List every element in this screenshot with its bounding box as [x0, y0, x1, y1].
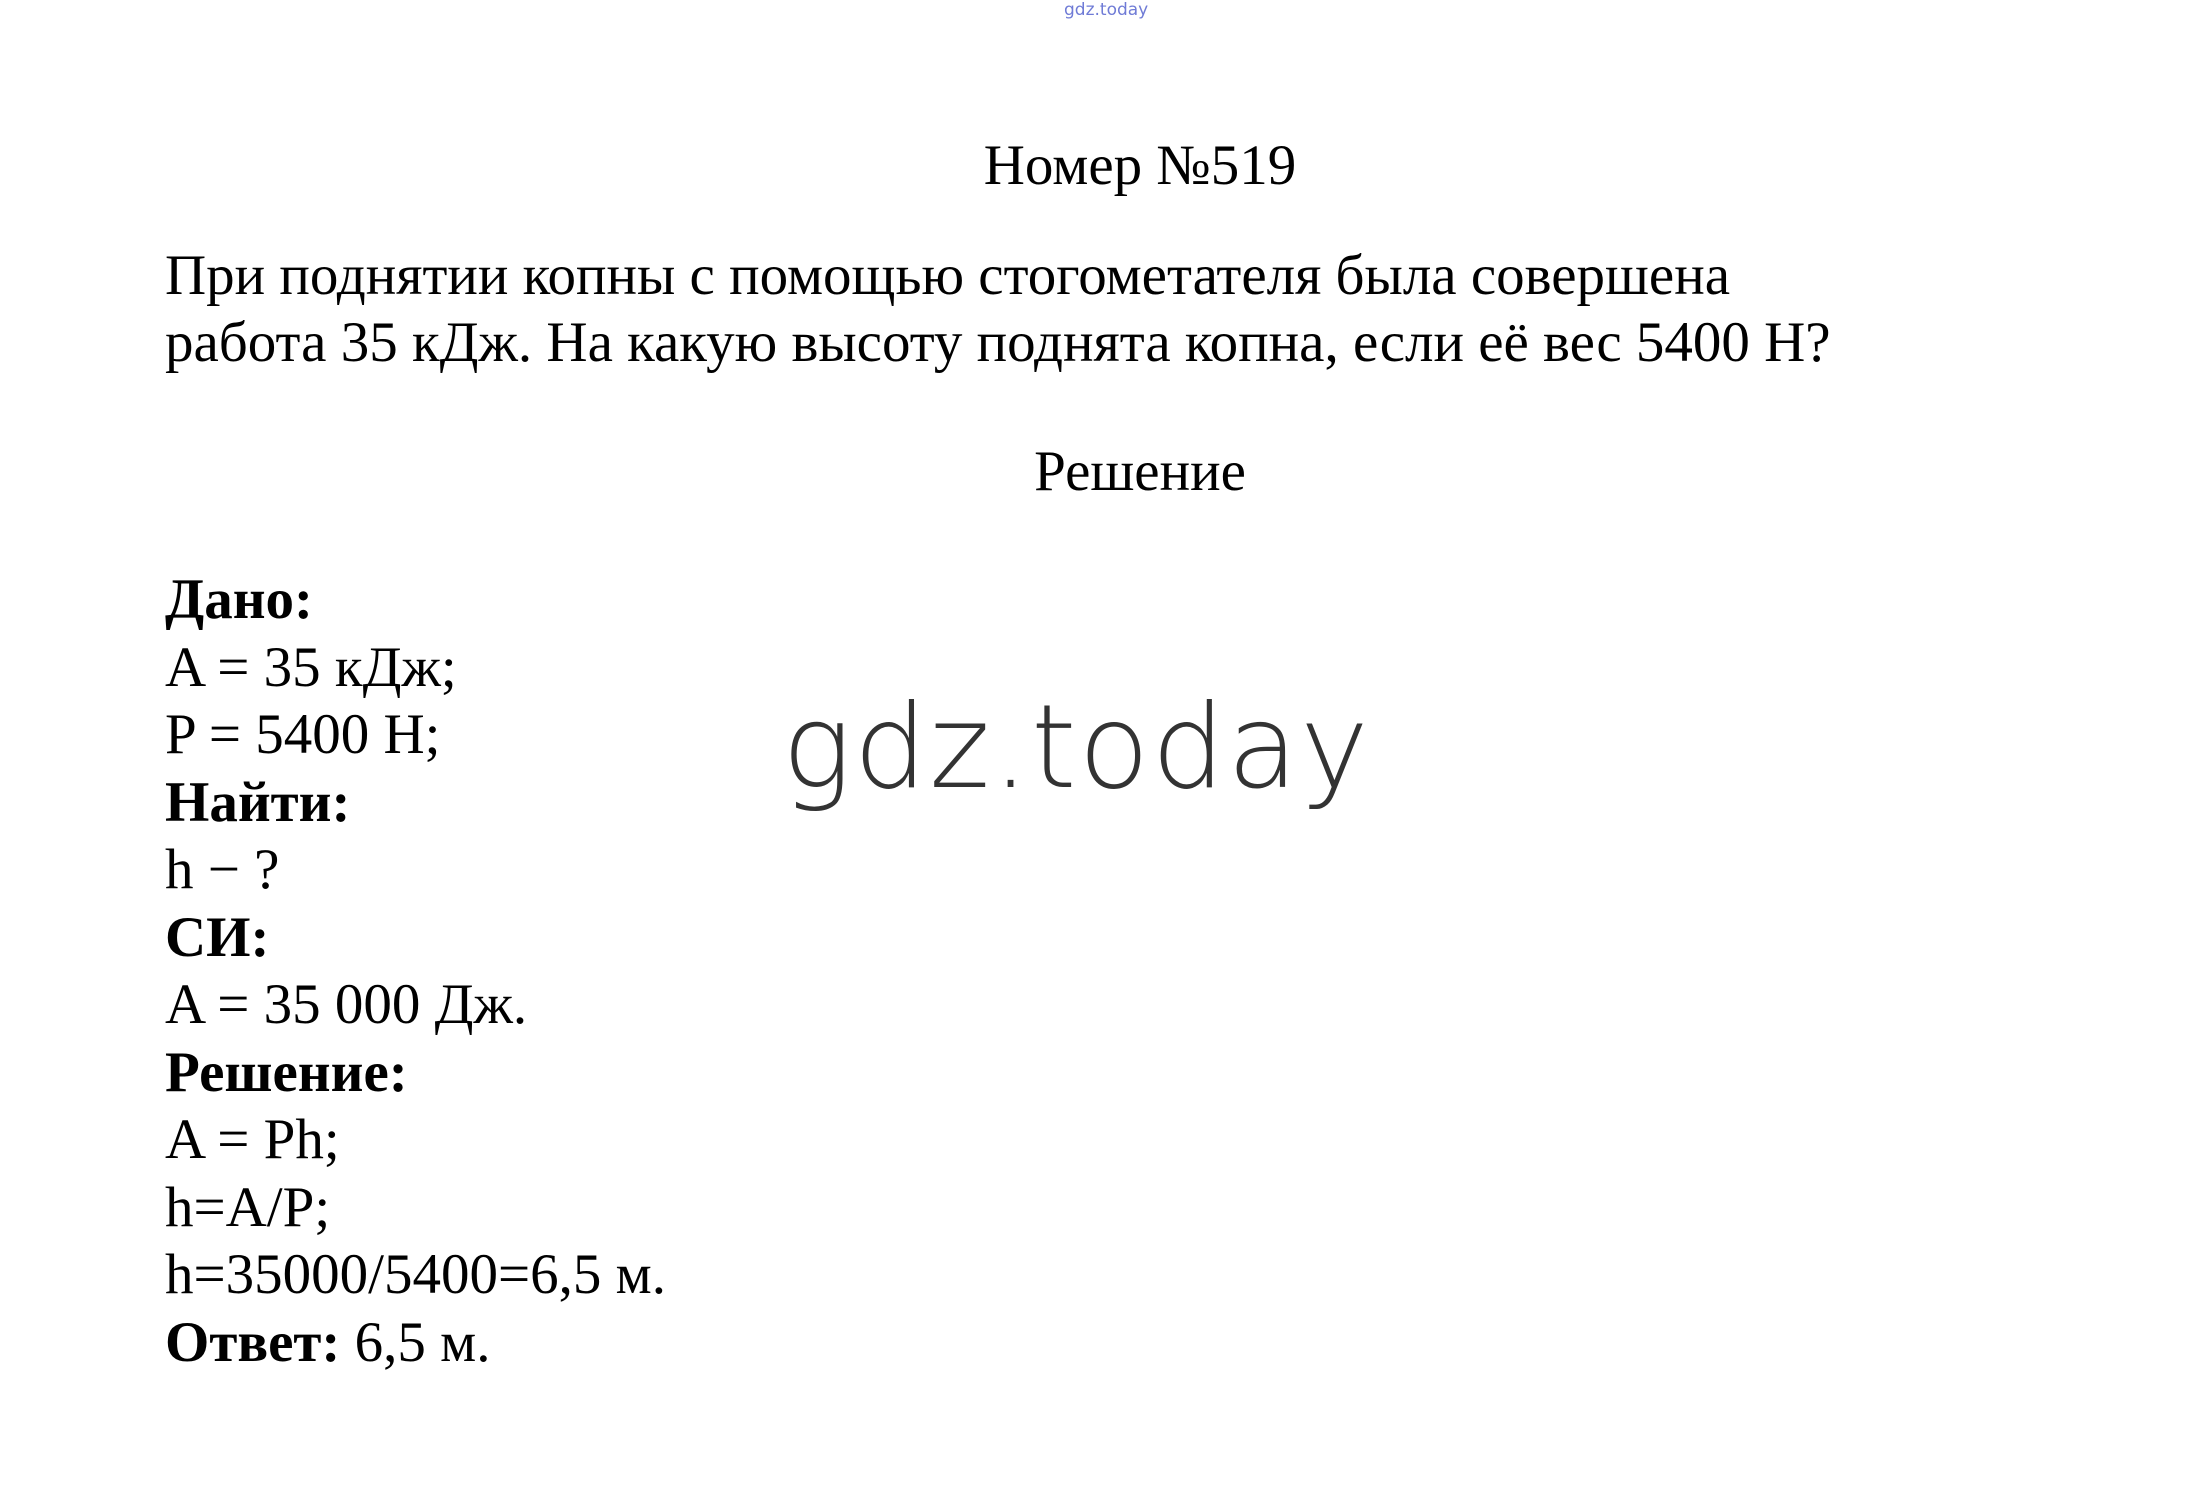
given-weight: P = 5400 Н;	[165, 703, 441, 766]
problem-line-2: работа 35 кДж. На какую высоту поднята копна, если её вес 5400 Н?	[165, 311, 1831, 374]
si-label: СИ:	[165, 905, 270, 969]
solution-step-1: A = Ph;	[165, 1108, 340, 1171]
si-value: A = 35 000 Дж.	[165, 973, 528, 1036]
problem-line-1: При поднятии копны с помощью стогометателя была совершена	[165, 244, 1730, 307]
solution-block	[165, 566, 666, 1376]
solution-step-2: h=A/P;	[165, 1175, 331, 1239]
answer-label: Ответ:	[165, 1310, 341, 1374]
given-work: A = 35 кДж;	[165, 635, 457, 699]
answer-value: 6,5 м.	[340, 1310, 491, 1374]
solution-step-3: h=35000/5400=6,5 м.	[165, 1243, 666, 1306]
answer-line	[165, 1309, 666, 1377]
solution-heading: Решение	[1034, 440, 1246, 503]
top-watermark: gdz.today	[1064, 0, 1149, 20]
solution-label: Решение:	[165, 1040, 408, 1104]
problem-statement	[165, 242, 2065, 376]
problem-number-title: Номер №519	[983, 134, 1297, 197]
find-value: h − ?	[165, 838, 280, 901]
center-watermark: gdz.today	[782, 680, 1371, 815]
given-label: Дано:	[165, 568, 314, 631]
find-label: Найти:	[165, 770, 351, 834]
